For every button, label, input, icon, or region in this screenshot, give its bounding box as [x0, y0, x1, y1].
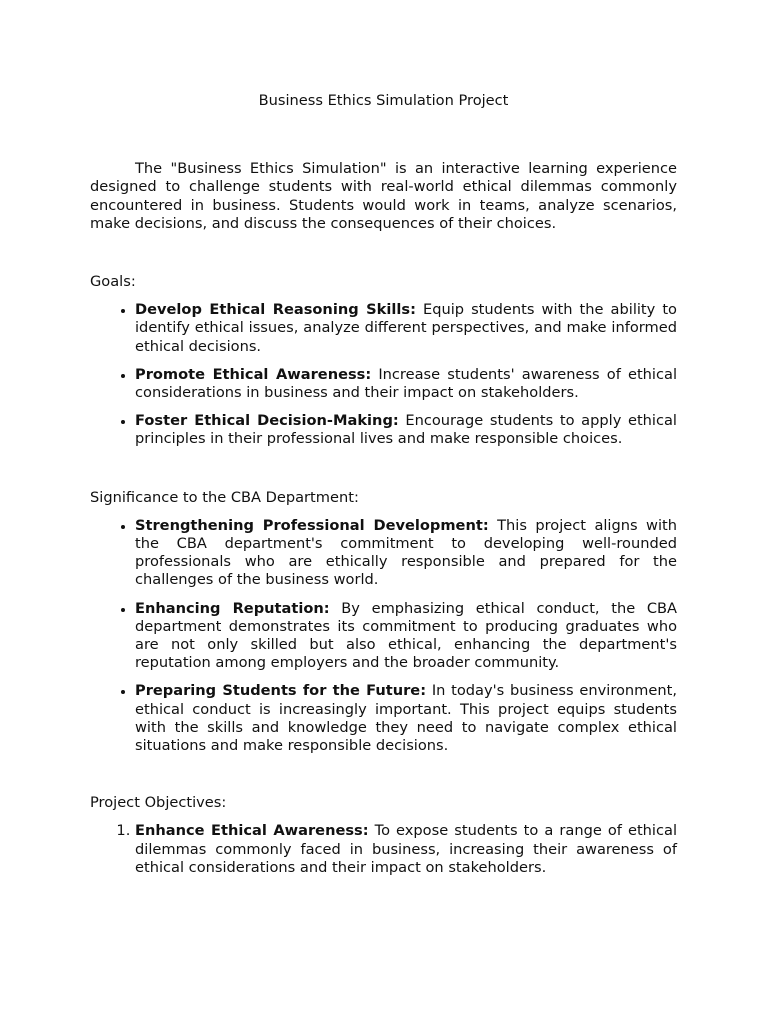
document-page [90, 92, 677, 877]
goal-item-text: Equip students with the ability to identify ethical issues, analyze different perspectives, and make informed ethical decisions. [135, 301, 677, 355]
goal-item [135, 366, 677, 402]
objective-item-text: To expose students to a range of ethical dilemmas commonly faced in business, increasing their awareness of ethical considerations and their impact on stakeholders. [135, 822, 678, 876]
goals-heading: Goals: [90, 273, 136, 291]
goal-item [135, 412, 677, 448]
significance-item [135, 682, 677, 755]
significance-item [135, 600, 677, 673]
significance-heading: Significance to the CBA Department: [90, 488, 359, 506]
goals-list [90, 301, 677, 448]
significance-item-text: By emphasizing ethical conduct, the CBA department demonstrates its commitment to producing graduates who are not only skilled but also ethical, enhancing the department's reputation among employers and the broader community. [135, 599, 678, 672]
document-title: Business Ethics Simulation Project [258, 92, 509, 109]
goal-item [135, 301, 677, 356]
objective-item [135, 822, 677, 877]
significance-item-title: Strengthening Professional Development: [135, 516, 489, 534]
goal-item-title: Foster Ethical Decision-Making: [135, 412, 399, 430]
significance-item-title: Preparing Students for the Future: [135, 682, 427, 700]
significance-item [135, 517, 677, 590]
goal-item-text: Increase students' awareness of ethical considerations in business and their impact on stakeholders. [135, 365, 677, 402]
objectives-list [90, 822, 677, 877]
significance-item-text: This project aligns with the CBA department's commitment to developing well-rounded professionals who are ethically responsible and prepared for the challenges of the business world. [135, 516, 677, 589]
significance-list [90, 517, 677, 755]
significance-item-text: In today's business environment, ethical conduct is increasingly important. This project equips students with the skills and knowledge they need to navigate complex ethical situations and make responsible decisions. [135, 682, 677, 755]
significance-item-title: Enhancing Reputation: [135, 599, 330, 617]
objectives-heading: Project Objectives: [90, 794, 227, 812]
goal-item-title: Develop Ethical Reasoning Skills: [135, 301, 416, 319]
objective-item-title: Enhance Ethical Awareness: [135, 822, 369, 840]
intro-paragraph: The "Business Ethics Simulation" is an interactive learning experience designed to challenge students with real-world ethical dilemmas commonly encountered in business. Students would work in teams, analyze scenarios, make decisions, and discuss the consequences of their choices. [90, 160, 677, 232]
goal-item-text: Encourage students to apply ethical principles in their professional lives and make responsible choices. [135, 412, 677, 448]
goal-item-title: Promote Ethical Awareness: [135, 365, 372, 383]
